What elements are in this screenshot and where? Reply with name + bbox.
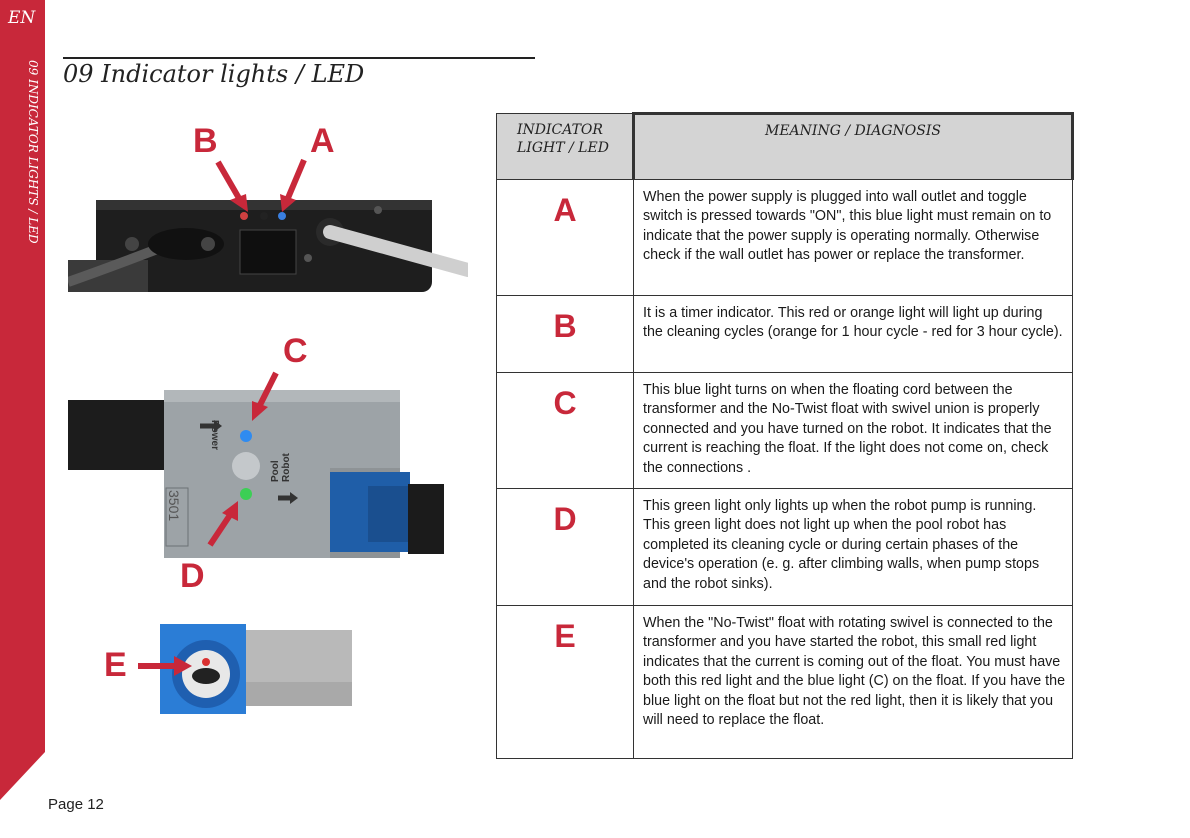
marker-e: E: [104, 646, 127, 684]
marker-c: C: [283, 332, 308, 370]
row-description: It is a timer indicator. This red or orange light will light up during the cleaning cycles (orange for 1 hour cycle - red for 3 hour cycle).: [634, 296, 1073, 373]
indicator-table: [496, 112, 1074, 759]
table-row: [497, 489, 1073, 606]
marker-arrow-connector: [136, 654, 196, 678]
row-label: D: [497, 489, 634, 606]
table-row: [497, 606, 1073, 759]
row-label: A: [497, 180, 634, 296]
row-description: This green light only lights up when the robot pump is running. This green light does not light up when the pool robot has completed its cleaning cycle or during certain phases of the device's operation (e. g. after climbing walls, when pump stops and the robot sinks).: [634, 489, 1073, 606]
row-description: When the "No-Twist" float with rotating swivel is connected to the transformer and you have started the robot, this small red light indicates that the current is coming out of the float. You must have both this red light and the blue light (C) on the float. If you have the blue light on the float but not the red light, then it is likely that you will need to replace the float.: [634, 606, 1073, 759]
sidebar-section-title: 09 INDICATOR LIGHTS / LED: [26, 60, 40, 244]
table-row: [497, 373, 1073, 489]
float-serial: 3501: [166, 490, 182, 522]
language-label: EN: [8, 8, 36, 28]
sidebar-band: [0, 0, 48, 838]
row-label: E: [497, 606, 634, 759]
marker-arrows-float: [200, 365, 300, 555]
marker-d: D: [180, 557, 205, 595]
pool-robot-label: Pool Robot: [270, 453, 292, 482]
header-meaning: MEANING / DIAGNOSIS: [634, 114, 1073, 180]
row-label: C: [497, 373, 634, 489]
page-title: 09 Indicator lights / LED: [63, 60, 365, 88]
row-label: B: [497, 296, 634, 373]
table-header-row: [497, 114, 1073, 180]
page-number: Page 12: [48, 796, 104, 813]
marker-arrows-transformer: [200, 150, 320, 220]
row-description: This blue light turns on when the floating cord between the transformer and the No-Twist float with swivel union is properly connected and you have turned on the robot. It indicates that the current is reaching the float. If the light does not come on, check the connections .: [634, 373, 1073, 489]
marker-b-top: B: [193, 122, 218, 160]
table-row: [497, 180, 1073, 296]
marker-a-top: A: [310, 122, 335, 160]
header-indicator: INDICATOR LIGHT / LED: [497, 114, 634, 180]
power-label: Power: [209, 420, 220, 451]
title-rule: [63, 57, 535, 59]
table-row: [497, 296, 1073, 373]
row-description: When the power supply is plugged into wall outlet and toggle switch is pressed towards "ON", this blue light must remain on to indicate that the power supply is operating normally. Otherwise check if the wall outlet has power or replace the transformer.: [634, 180, 1073, 296]
